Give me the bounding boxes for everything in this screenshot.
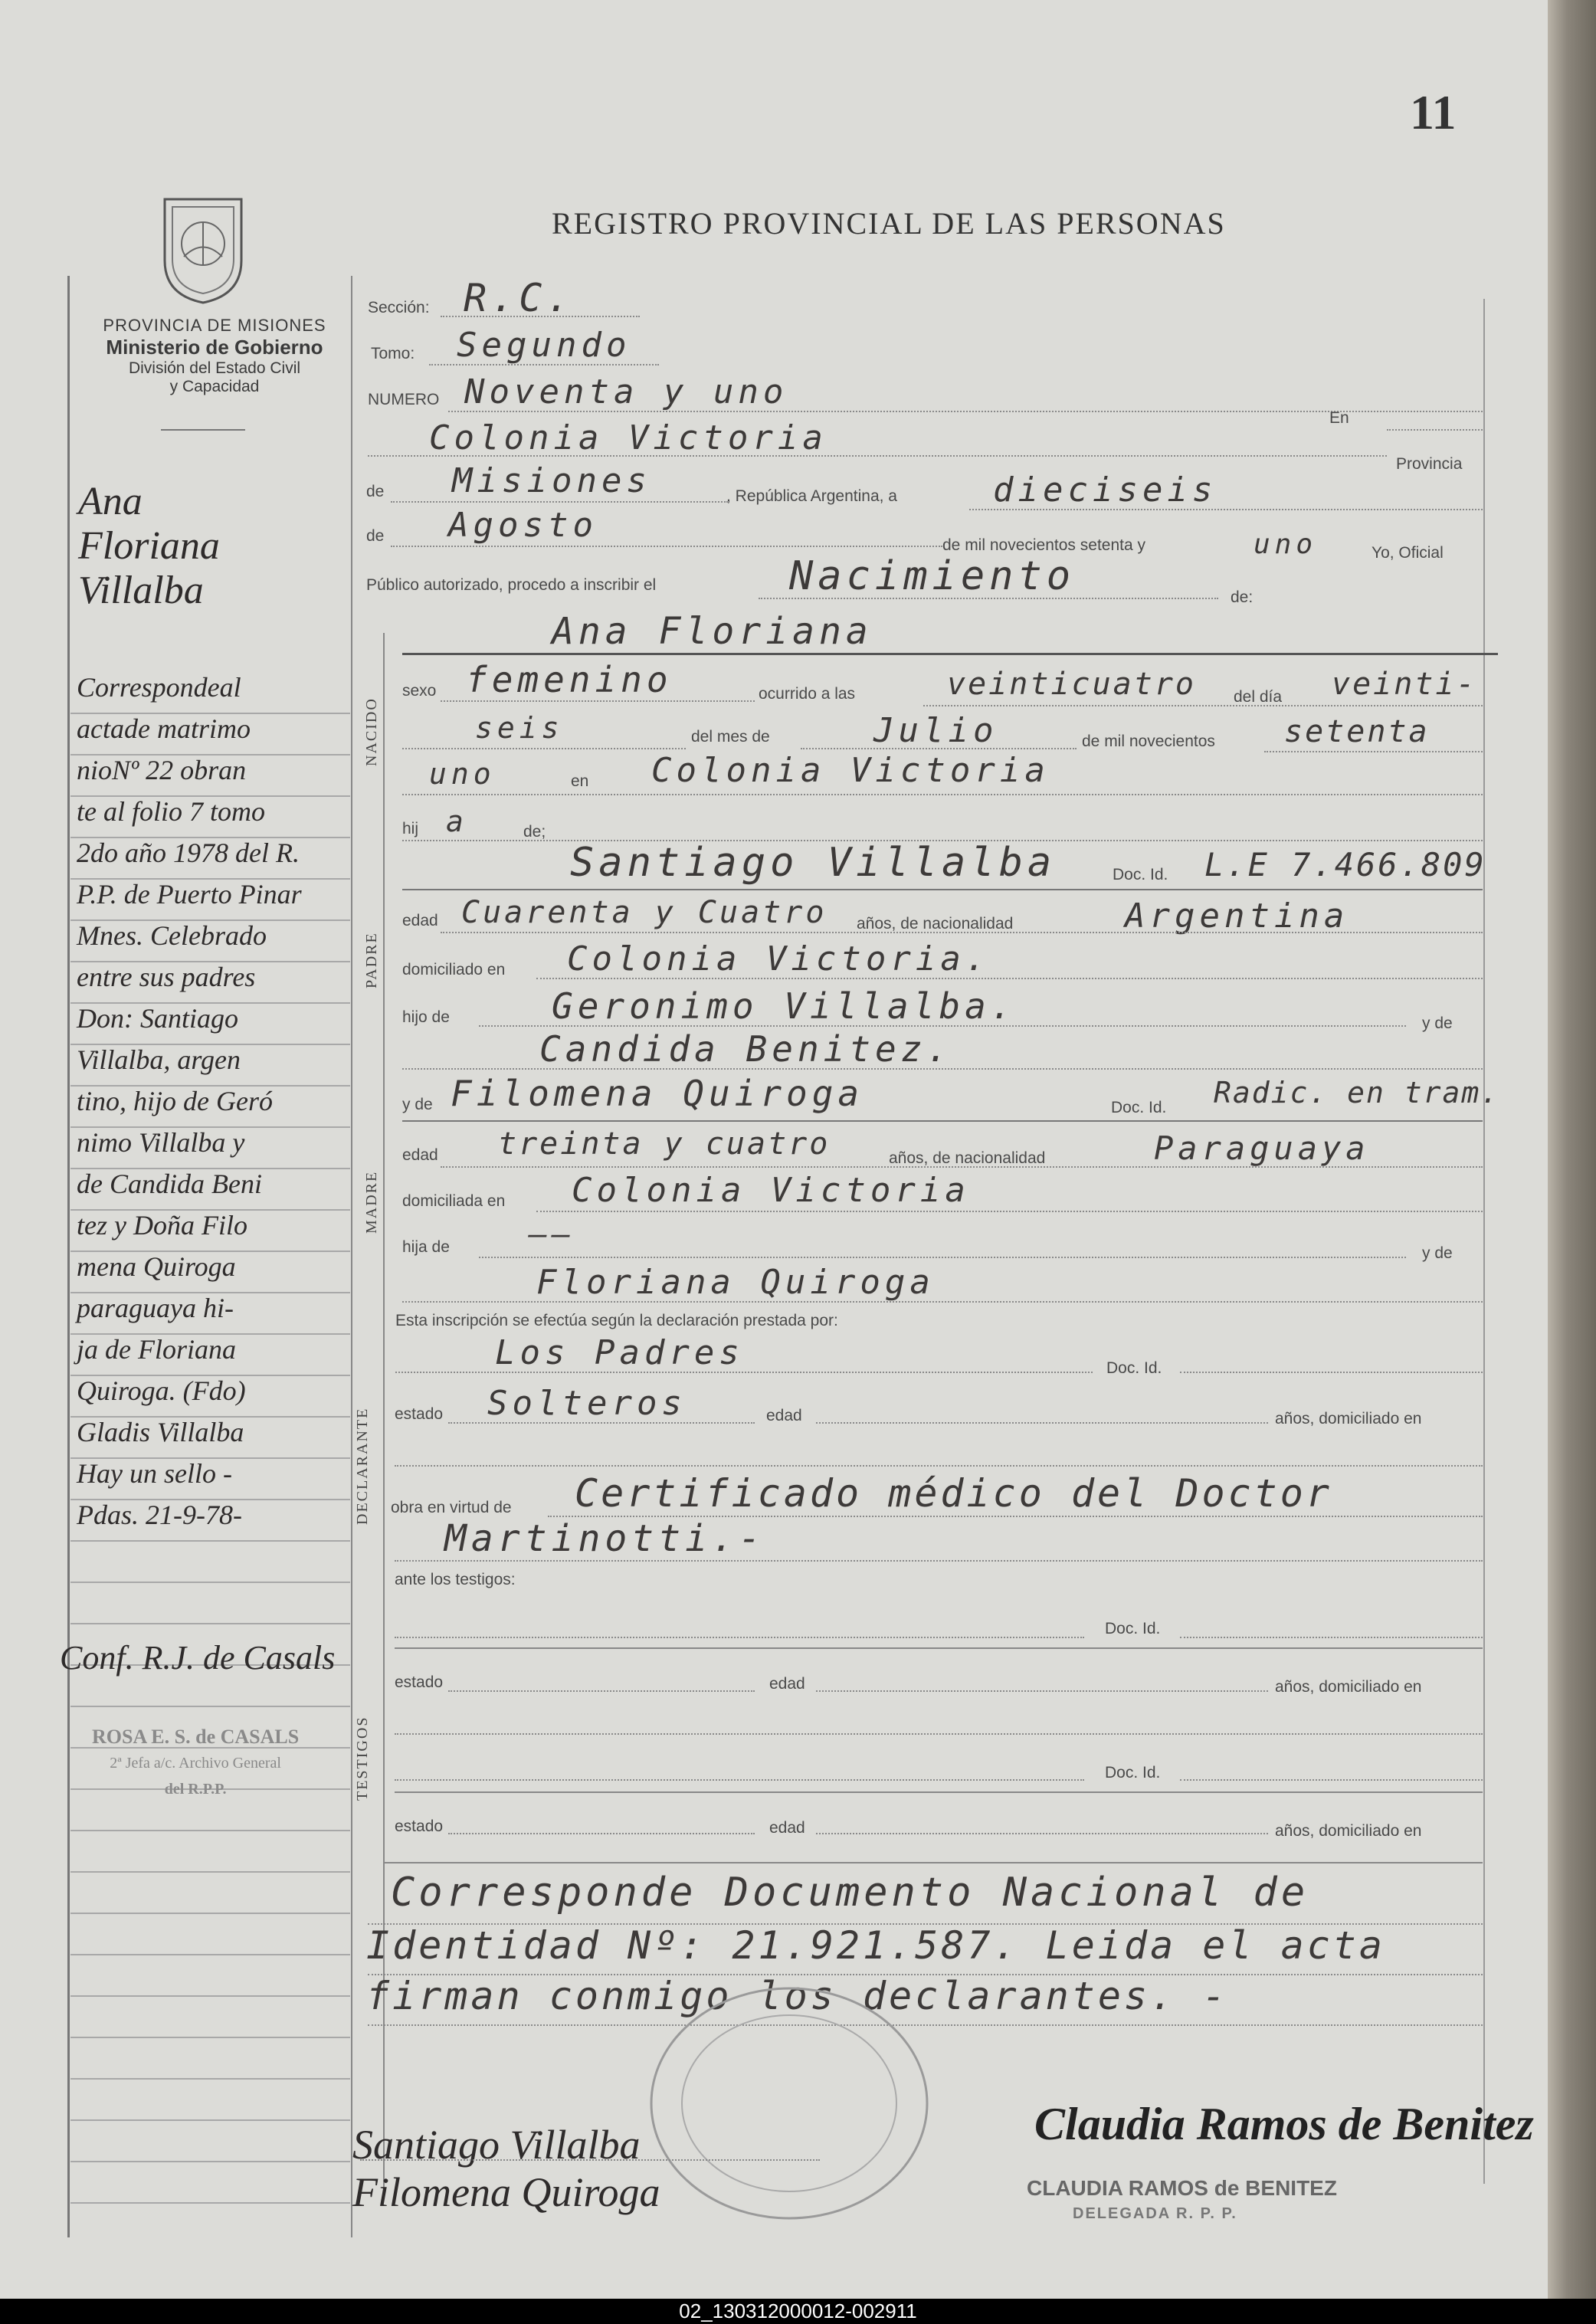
label-de: de bbox=[366, 483, 385, 500]
margin-stamp-line: ROSA E. S. de CASALS bbox=[92, 1726, 300, 1748]
margin-left-rule bbox=[67, 276, 70, 2237]
value-declarantes: Los Padres bbox=[495, 1333, 744, 1372]
dotted-line bbox=[395, 1465, 1483, 1467]
label-de-mil2: de mil novecientos bbox=[1082, 733, 1215, 750]
label-hija-de: hija de bbox=[402, 1238, 450, 1256]
dotted-line bbox=[441, 932, 1483, 933]
label-edad5: edad bbox=[769, 1819, 805, 1837]
label-doc-id: Doc. Id. bbox=[1113, 866, 1168, 883]
section-label-testigos: TESTIGOS bbox=[354, 1716, 371, 1801]
dotted-line bbox=[1387, 429, 1483, 431]
dotted-line bbox=[441, 1166, 1483, 1168]
label-del-dia: del día bbox=[1234, 688, 1283, 706]
value-madre-doc: Radic. en tram. bbox=[1214, 1076, 1500, 1110]
label-edad2: edad bbox=[402, 1146, 438, 1164]
label-edad3: edad bbox=[766, 1407, 802, 1424]
dotted-line bbox=[402, 1301, 1483, 1303]
label-obra: obra en virtud de bbox=[391, 1499, 512, 1516]
section-label-madre: MADRE bbox=[363, 1170, 380, 1234]
margin-name bbox=[78, 480, 220, 613]
name-underline bbox=[402, 653, 1498, 655]
margin-stamp-line: del R.P.P. bbox=[164, 1781, 227, 1798]
agency-line2: Ministerio de Gobierno bbox=[106, 336, 323, 359]
dotted-line bbox=[441, 700, 755, 702]
value-padre-edad: Cuarenta y Cuatro bbox=[461, 895, 827, 930]
value-abuela: Candida Benitez. bbox=[539, 1028, 953, 1070]
margin-note-line: Quiroga. (Fdo) bbox=[77, 1375, 246, 1406]
label-republica: , República Argentina, a bbox=[726, 487, 897, 505]
margin-rule bbox=[70, 2202, 350, 2204]
value-hij: a bbox=[446, 805, 468, 838]
margin-rule bbox=[70, 1954, 350, 1955]
section-label-padre: PADRE bbox=[363, 932, 380, 988]
label-anos-dom: años, domiciliado en bbox=[1275, 1410, 1422, 1428]
value-padre-doc: L.E 7.466.809 bbox=[1204, 846, 1486, 883]
observation-line: Identidad Nº: 21.921.587. Leida el acta bbox=[366, 1923, 1385, 1968]
label-hij: hij bbox=[402, 820, 419, 837]
value-padre: Santiago Villalba bbox=[570, 840, 1057, 886]
margin-note bbox=[77, 667, 302, 1536]
agency-line1: PROVINCIA DE MISIONES bbox=[103, 316, 326, 335]
dotted-line bbox=[368, 455, 1387, 457]
value-tomo: Segundo bbox=[457, 326, 631, 365]
dotted-line bbox=[402, 748, 686, 749]
dotted-line bbox=[395, 1637, 1084, 1638]
label-ocurrido: ocurrido a las bbox=[759, 685, 856, 703]
margin-name-line: Floriana bbox=[78, 524, 220, 568]
label-estado3: estado bbox=[395, 1818, 444, 1835]
file-id-footer: 02_130312000012-002911 bbox=[0, 2299, 1596, 2324]
round-seal bbox=[636, 1977, 942, 2230]
label-estado: estado bbox=[395, 1405, 444, 1423]
value-lugar-nac: Colonia Victoria bbox=[651, 751, 1050, 790]
label-provincia: Provincia bbox=[1396, 455, 1463, 473]
margin-stamp bbox=[92, 1724, 299, 1802]
value-en: Colonia Victoria bbox=[429, 418, 827, 457]
divider bbox=[161, 429, 245, 431]
dotted-line bbox=[536, 978, 1483, 979]
value-nombre: Ana Floriana bbox=[552, 610, 873, 653]
label-del-mes: del mes de bbox=[691, 728, 770, 746]
label-y-de3: y de bbox=[1422, 1244, 1453, 1262]
signature-santiago: Santiago Villalba bbox=[352, 2122, 641, 2168]
margin-note-line: Pdas. 21-9-78- bbox=[77, 1500, 242, 1530]
margin-note-line: actade matrimo bbox=[77, 713, 251, 744]
label-de-mil: de mil novecientos setenta y bbox=[942, 536, 1145, 554]
margin-rule bbox=[70, 1540, 350, 1542]
dotted-line bbox=[391, 546, 942, 547]
dotted-line bbox=[448, 411, 1483, 412]
value-provincia: Misiones bbox=[452, 461, 651, 500]
value-anio-nac2: uno bbox=[429, 757, 496, 791]
margin-rule bbox=[70, 1582, 350, 1583]
label-de2: de bbox=[366, 527, 385, 545]
margin-note-line: ja de Floriana bbox=[77, 1334, 236, 1365]
dotted-line bbox=[1180, 1637, 1483, 1638]
margin-note-line: Don: Santiago bbox=[77, 1003, 238, 1034]
margin-note-line: Hay un sello - bbox=[77, 1458, 232, 1489]
margin-note-line: 2do año 1978 del R. bbox=[77, 837, 300, 868]
label-edad: edad bbox=[402, 912, 438, 929]
margin-note-line: Gladis Villalba bbox=[77, 1417, 244, 1447]
margin-signature: Conf. R.J. de Casals bbox=[60, 1639, 336, 1677]
dotted-line bbox=[391, 501, 728, 503]
page-title: REGISTRO PROVINCIAL DE LAS PERSONAS bbox=[552, 206, 1226, 241]
label-domiciliada-en: domiciliada en bbox=[402, 1192, 506, 1210]
label-inscripcion: Esta inscripción se efectúa según la declaración prestada por: bbox=[395, 1312, 838, 1329]
margin-rule bbox=[70, 2161, 350, 2162]
dotted-line bbox=[816, 1690, 1268, 1692]
dotted-line bbox=[402, 1068, 1483, 1070]
margin-note-line: entre sus padres bbox=[77, 962, 256, 992]
dotted-line bbox=[536, 1211, 1483, 1212]
label-seccion: Sección: bbox=[368, 299, 430, 316]
margin-note-line: nimo Villalba y bbox=[77, 1127, 245, 1158]
margin-note-line: nioNº 22 obran bbox=[77, 755, 247, 785]
dotted-line bbox=[448, 1422, 755, 1424]
label-numero: NUMERO bbox=[368, 391, 440, 408]
section-divider bbox=[383, 1862, 1483, 1863]
dotted-line bbox=[395, 1560, 1483, 1562]
margin-note-line: Mnes. Celebrado bbox=[77, 920, 267, 951]
label-doc-id3: Doc. Id. bbox=[1106, 1359, 1162, 1377]
label-y-de: y de bbox=[1422, 1014, 1453, 1032]
value-dia-nac: veinti- bbox=[1332, 667, 1477, 702]
label-sexo: sexo bbox=[402, 682, 437, 700]
label-publico: Público autorizado, procedo a inscribir el bbox=[366, 576, 657, 594]
dotted-line bbox=[816, 1833, 1268, 1834]
official-stamp-title: DELEGADA R. P. P. bbox=[1073, 2205, 1237, 2222]
official-stamp-name: CLAUDIA RAMOS de BENITEZ bbox=[1027, 2176, 1337, 2200]
label-edad4: edad bbox=[769, 1675, 805, 1693]
signature-oficial: Claudia Ramos de Benitez bbox=[1034, 2099, 1534, 2149]
label-anos-dom2: años, domiciliado en bbox=[1275, 1678, 1422, 1696]
margin-rule bbox=[70, 1871, 350, 1873]
value-madre-dom: Colonia Victoria bbox=[572, 1171, 970, 1210]
margin-rule bbox=[70, 1623, 350, 1624]
value-madre-nac: Paraguaya bbox=[1154, 1129, 1370, 1167]
value-anio: uno bbox=[1254, 529, 1318, 560]
dotted-line bbox=[1264, 751, 1483, 752]
margin-note-line: mena Quiroga bbox=[77, 1251, 236, 1282]
section-divider bbox=[395, 1647, 1483, 1649]
dotted-line bbox=[1180, 1372, 1483, 1373]
value-abuelo: Geronimo Villalba. bbox=[552, 985, 1017, 1027]
dotted-line bbox=[969, 509, 1483, 510]
margin-rule bbox=[70, 1913, 350, 1914]
observation-line: Corresponde Documento Nacional de bbox=[391, 1870, 1309, 1916]
label-domiciliado-en: domiciliado en bbox=[402, 961, 506, 978]
dotted-line bbox=[1180, 1779, 1483, 1781]
margin-rule bbox=[70, 1830, 350, 1831]
label-de3: de; bbox=[523, 823, 546, 841]
margin-note-line: P.P. de Puerto Pinar bbox=[77, 879, 302, 910]
dotted-line bbox=[429, 364, 659, 365]
coat-of-arms-emblem bbox=[153, 184, 253, 306]
section-label-nacido: NACIDO bbox=[363, 697, 380, 766]
section-divider bbox=[395, 1791, 1483, 1793]
margin-note-line: te al folio 7 tomo bbox=[77, 796, 265, 827]
value-mes: Agosto bbox=[448, 506, 598, 545]
value-padre-nac: Argentina bbox=[1125, 896, 1349, 936]
margin-note-line: Villalba, argen bbox=[77, 1044, 241, 1075]
label-doc-id4: Doc. Id. bbox=[1105, 1620, 1161, 1637]
margin-rule bbox=[70, 2119, 350, 2121]
value-abuela-m: Floriana Quiroga bbox=[536, 1263, 935, 1302]
label-anos-nac2: años, de nacionalidad bbox=[889, 1149, 1046, 1167]
value-obra2: Martinotti.- bbox=[444, 1517, 765, 1560]
dotted-line bbox=[402, 794, 1483, 795]
dotted-line bbox=[441, 316, 640, 317]
margin-stamp-line: 2ª Jefa a/c. Archivo General bbox=[110, 1755, 281, 1772]
observation-line: firman conmigo los declarantes. - bbox=[366, 1974, 1229, 2018]
value-padre-dom: Colonia Victoria. bbox=[567, 939, 991, 978]
section-divider bbox=[402, 889, 1483, 890]
dotted-line bbox=[923, 705, 1483, 706]
margin-note-line: de Candida Beni bbox=[77, 1169, 262, 1199]
label-yo-oficial: Yo, Oficial bbox=[1372, 544, 1444, 562]
value-dia-nac2: seis bbox=[475, 711, 564, 745]
value-inscribe: Nacimiento bbox=[789, 553, 1076, 599]
dotted-line bbox=[395, 1733, 1483, 1735]
label-de-colon: de: bbox=[1231, 588, 1254, 606]
label-ante: ante los testigos: bbox=[395, 1571, 516, 1588]
value-obra: Certificado médico del Doctor bbox=[575, 1471, 1332, 1516]
dotted-line bbox=[816, 1422, 1268, 1424]
dotted-line bbox=[479, 1025, 1406, 1027]
margin-rule bbox=[70, 2078, 350, 2080]
agency-line4: y Capacidad bbox=[169, 378, 260, 395]
page-number: 11 bbox=[1410, 85, 1457, 139]
margin-note-line: Correspondeal bbox=[77, 672, 241, 703]
label-y-de2: y de bbox=[402, 1096, 433, 1113]
dotted-line bbox=[448, 1690, 755, 1692]
label-anos-dom3: años, domiciliado en bbox=[1275, 1822, 1422, 1840]
value-madre: Filomena Quiroga bbox=[451, 1073, 864, 1114]
margin-note-line: paraguaya hi- bbox=[77, 1293, 234, 1323]
value-sexo: femenino bbox=[466, 659, 673, 700]
label-doc-id5: Doc. Id. bbox=[1105, 1764, 1161, 1782]
label-tomo: Tomo: bbox=[371, 345, 415, 362]
dotted-line bbox=[360, 2159, 820, 2161]
label-estado2: estado bbox=[395, 1673, 444, 1691]
margin-rule bbox=[70, 2037, 350, 2038]
label-doc-id2: Doc. Id. bbox=[1111, 1099, 1167, 1116]
margin-rule bbox=[70, 1995, 350, 1997]
label-hijo-de: hijo de bbox=[402, 1008, 450, 1026]
dotted-line bbox=[395, 1372, 1093, 1373]
value-dia: dieciseis bbox=[993, 470, 1217, 510]
value-numero: Noventa y uno bbox=[464, 372, 788, 411]
value-hora: veinticuatro bbox=[947, 667, 1196, 702]
label-en: En bbox=[1329, 409, 1349, 427]
margin-rule bbox=[70, 1706, 350, 1707]
dotted-line bbox=[448, 1833, 755, 1834]
value-estado: Solteros bbox=[487, 1384, 687, 1423]
section-label-declarante: DECLARANTE bbox=[354, 1407, 371, 1525]
label-en2: en bbox=[571, 772, 589, 790]
value-seccion: R.C. bbox=[464, 276, 575, 320]
dotted-line bbox=[479, 1257, 1406, 1258]
dotted-line bbox=[801, 748, 1077, 749]
value-madre-hija-de: —— bbox=[529, 1217, 575, 1252]
margin-right-rule bbox=[351, 276, 352, 2237]
value-mes-nac: Julio bbox=[873, 711, 998, 750]
tick bbox=[383, 1356, 385, 1372]
margin-note-line: tez y Doña Filo bbox=[77, 1210, 247, 1241]
label-anos-nac: años, de nacionalidad bbox=[857, 915, 1014, 933]
margin-note-line: tino, hijo de Geró bbox=[77, 1086, 273, 1116]
book-spine bbox=[1548, 0, 1596, 2299]
agency-line3: División del Estado Civil bbox=[128, 359, 301, 377]
signature-filomena: Filomena Quiroga bbox=[352, 2169, 660, 2215]
margin-name-line: Villalba bbox=[78, 569, 204, 612]
value-anio-nac: setenta bbox=[1284, 714, 1430, 749]
agency-block bbox=[69, 316, 360, 396]
margin-name-line: Ana bbox=[78, 480, 143, 523]
value-madre-edad: treinta y cuatro bbox=[498, 1126, 831, 1162]
dotted-line bbox=[395, 1779, 1084, 1781]
section-divider bbox=[402, 1120, 1483, 1122]
dotted-line bbox=[759, 598, 1218, 599]
form-right-border bbox=[1483, 299, 1485, 2184]
